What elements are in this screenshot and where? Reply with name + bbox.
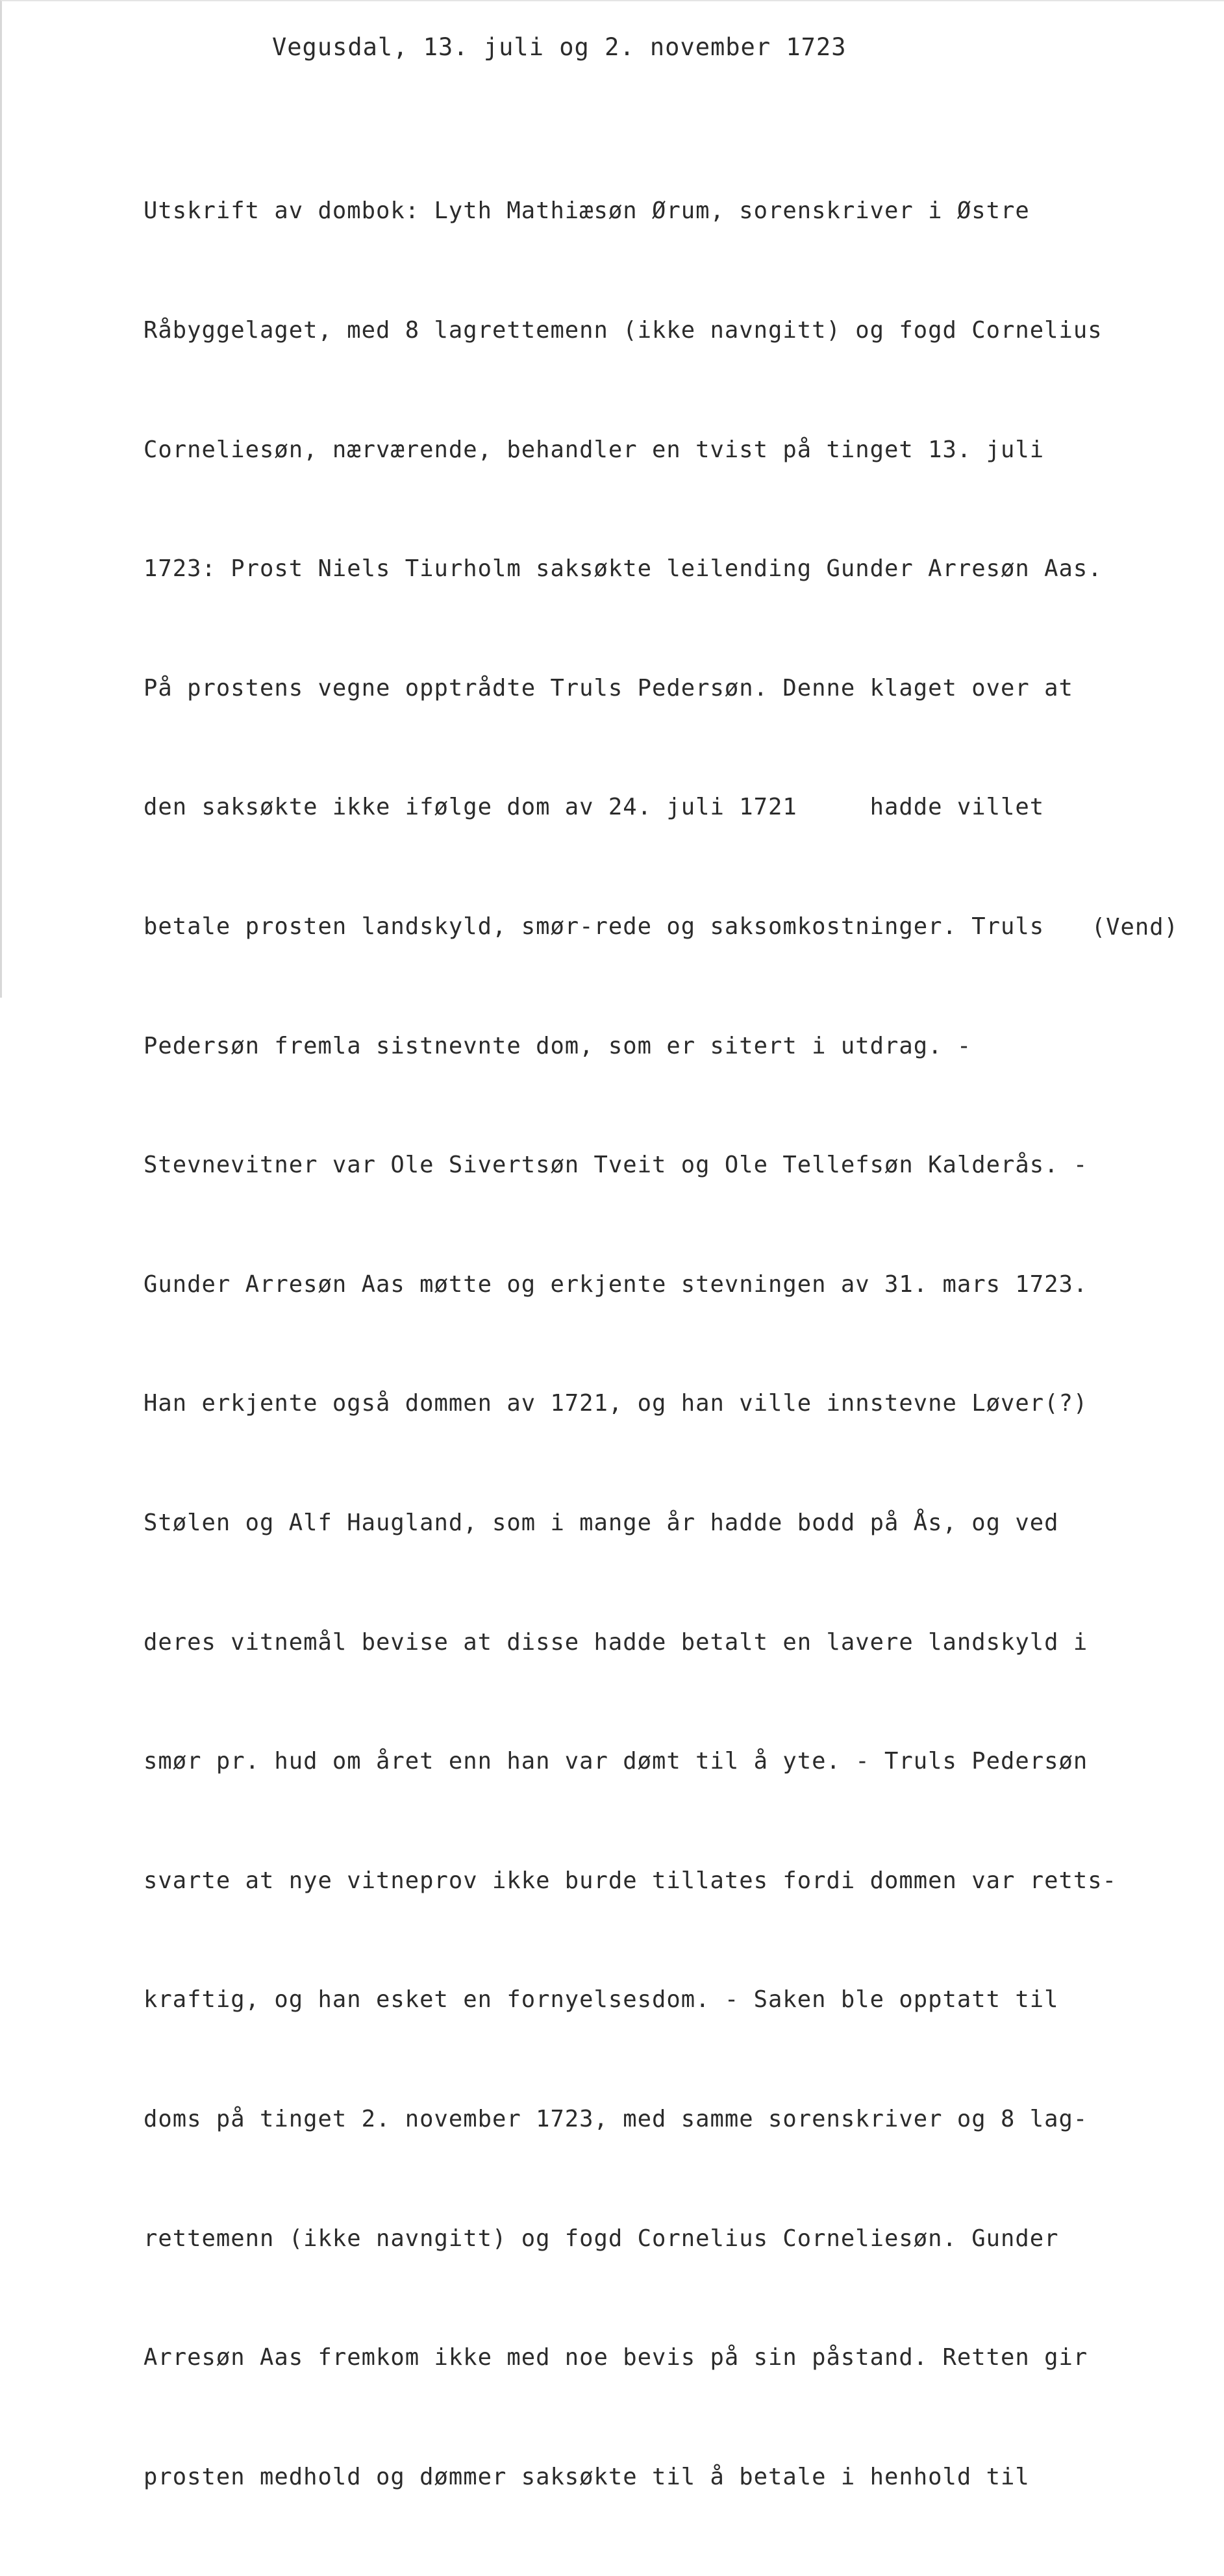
text-line: Stølen og Alf Haugland, som i mange år hadde bodd på Ås, og ved (144, 1509, 1059, 1536)
text-line: kraftig, og han esket en fornyelsesdom. - Saken ble opptatt til (144, 1986, 1059, 2014)
text-line: Gunder Arresøn Aas møtte og erkjente stevningen av 31. mars 1723. (144, 1270, 1088, 1298)
text-line: Pedersøn fremla sistnevnte dom, som er sitert i utdrag. - (144, 1032, 972, 1059)
text-line: smør pr. hud om året enn han var dømt til å yte. - Truls Pedersøn (144, 1748, 1088, 1775)
text-line: prosten medhold og dømmer saksøkte til å betale i henhold til (144, 2463, 1030, 2490)
text-line: Utskrift av dombok: Lyth Mathiæsøn Ørum, sorenskriver i Østre (144, 197, 1030, 225)
text-line: Råbyggelaget, med 8 lagrettemenn (ikke navngitt) og fogd Cornelius (144, 317, 1103, 344)
text-line: betale prosten landskyld, smør-rede og saksomkostninger. Truls (144, 913, 1045, 940)
text-line: På prostens vegne opptrådte Truls Pedersøn. Denne klaget over at (144, 674, 1073, 701)
text-line: Corneliesøn, nærværende, behandler en tvist på tinget 13. juli (144, 436, 1045, 463)
document-heading: Vegusdal, 13. juli og 2. november 1723 (272, 33, 847, 61)
text-line: Han erkjente også dommen av 1721, og han ville innstevne Løver(?) (144, 1390, 1088, 1417)
text-line: Arresøn Aas fremkom ikke med noe bevis på sin påstand. Retten gir (144, 2344, 1088, 2371)
text-line: Stevnevitner var Ole Sivertsøn Tveit og Ole Tellefsøn Kalderås. - (144, 1152, 1088, 1179)
text-line: den saksøkte ikke ifølge dom av 24. juli 1721 hadde villet (144, 794, 1045, 821)
document-body (144, 112, 1117, 2576)
text-line: doms på tinget 2. november 1723, med samme sorenskriver og 8 lag- (144, 2105, 1088, 2132)
text-line: svarte at nye vitneprov ikke burde tillates fordi dommen var retts- (144, 1867, 1117, 1894)
text-line: rettemenn (ikke navngitt) og fogd Cornelius Corneliesøn. Gunder (144, 2225, 1059, 2252)
text-line: 1723: Prost Niels Tiurholm saksøkte leilending Gunder Arresøn Aas. (144, 555, 1103, 583)
text-line: deres vitnemål bevise at disse hadde betalt en lavere landskyld i (144, 1628, 1088, 1656)
turn-page-note: (Vend) (1091, 914, 1179, 941)
